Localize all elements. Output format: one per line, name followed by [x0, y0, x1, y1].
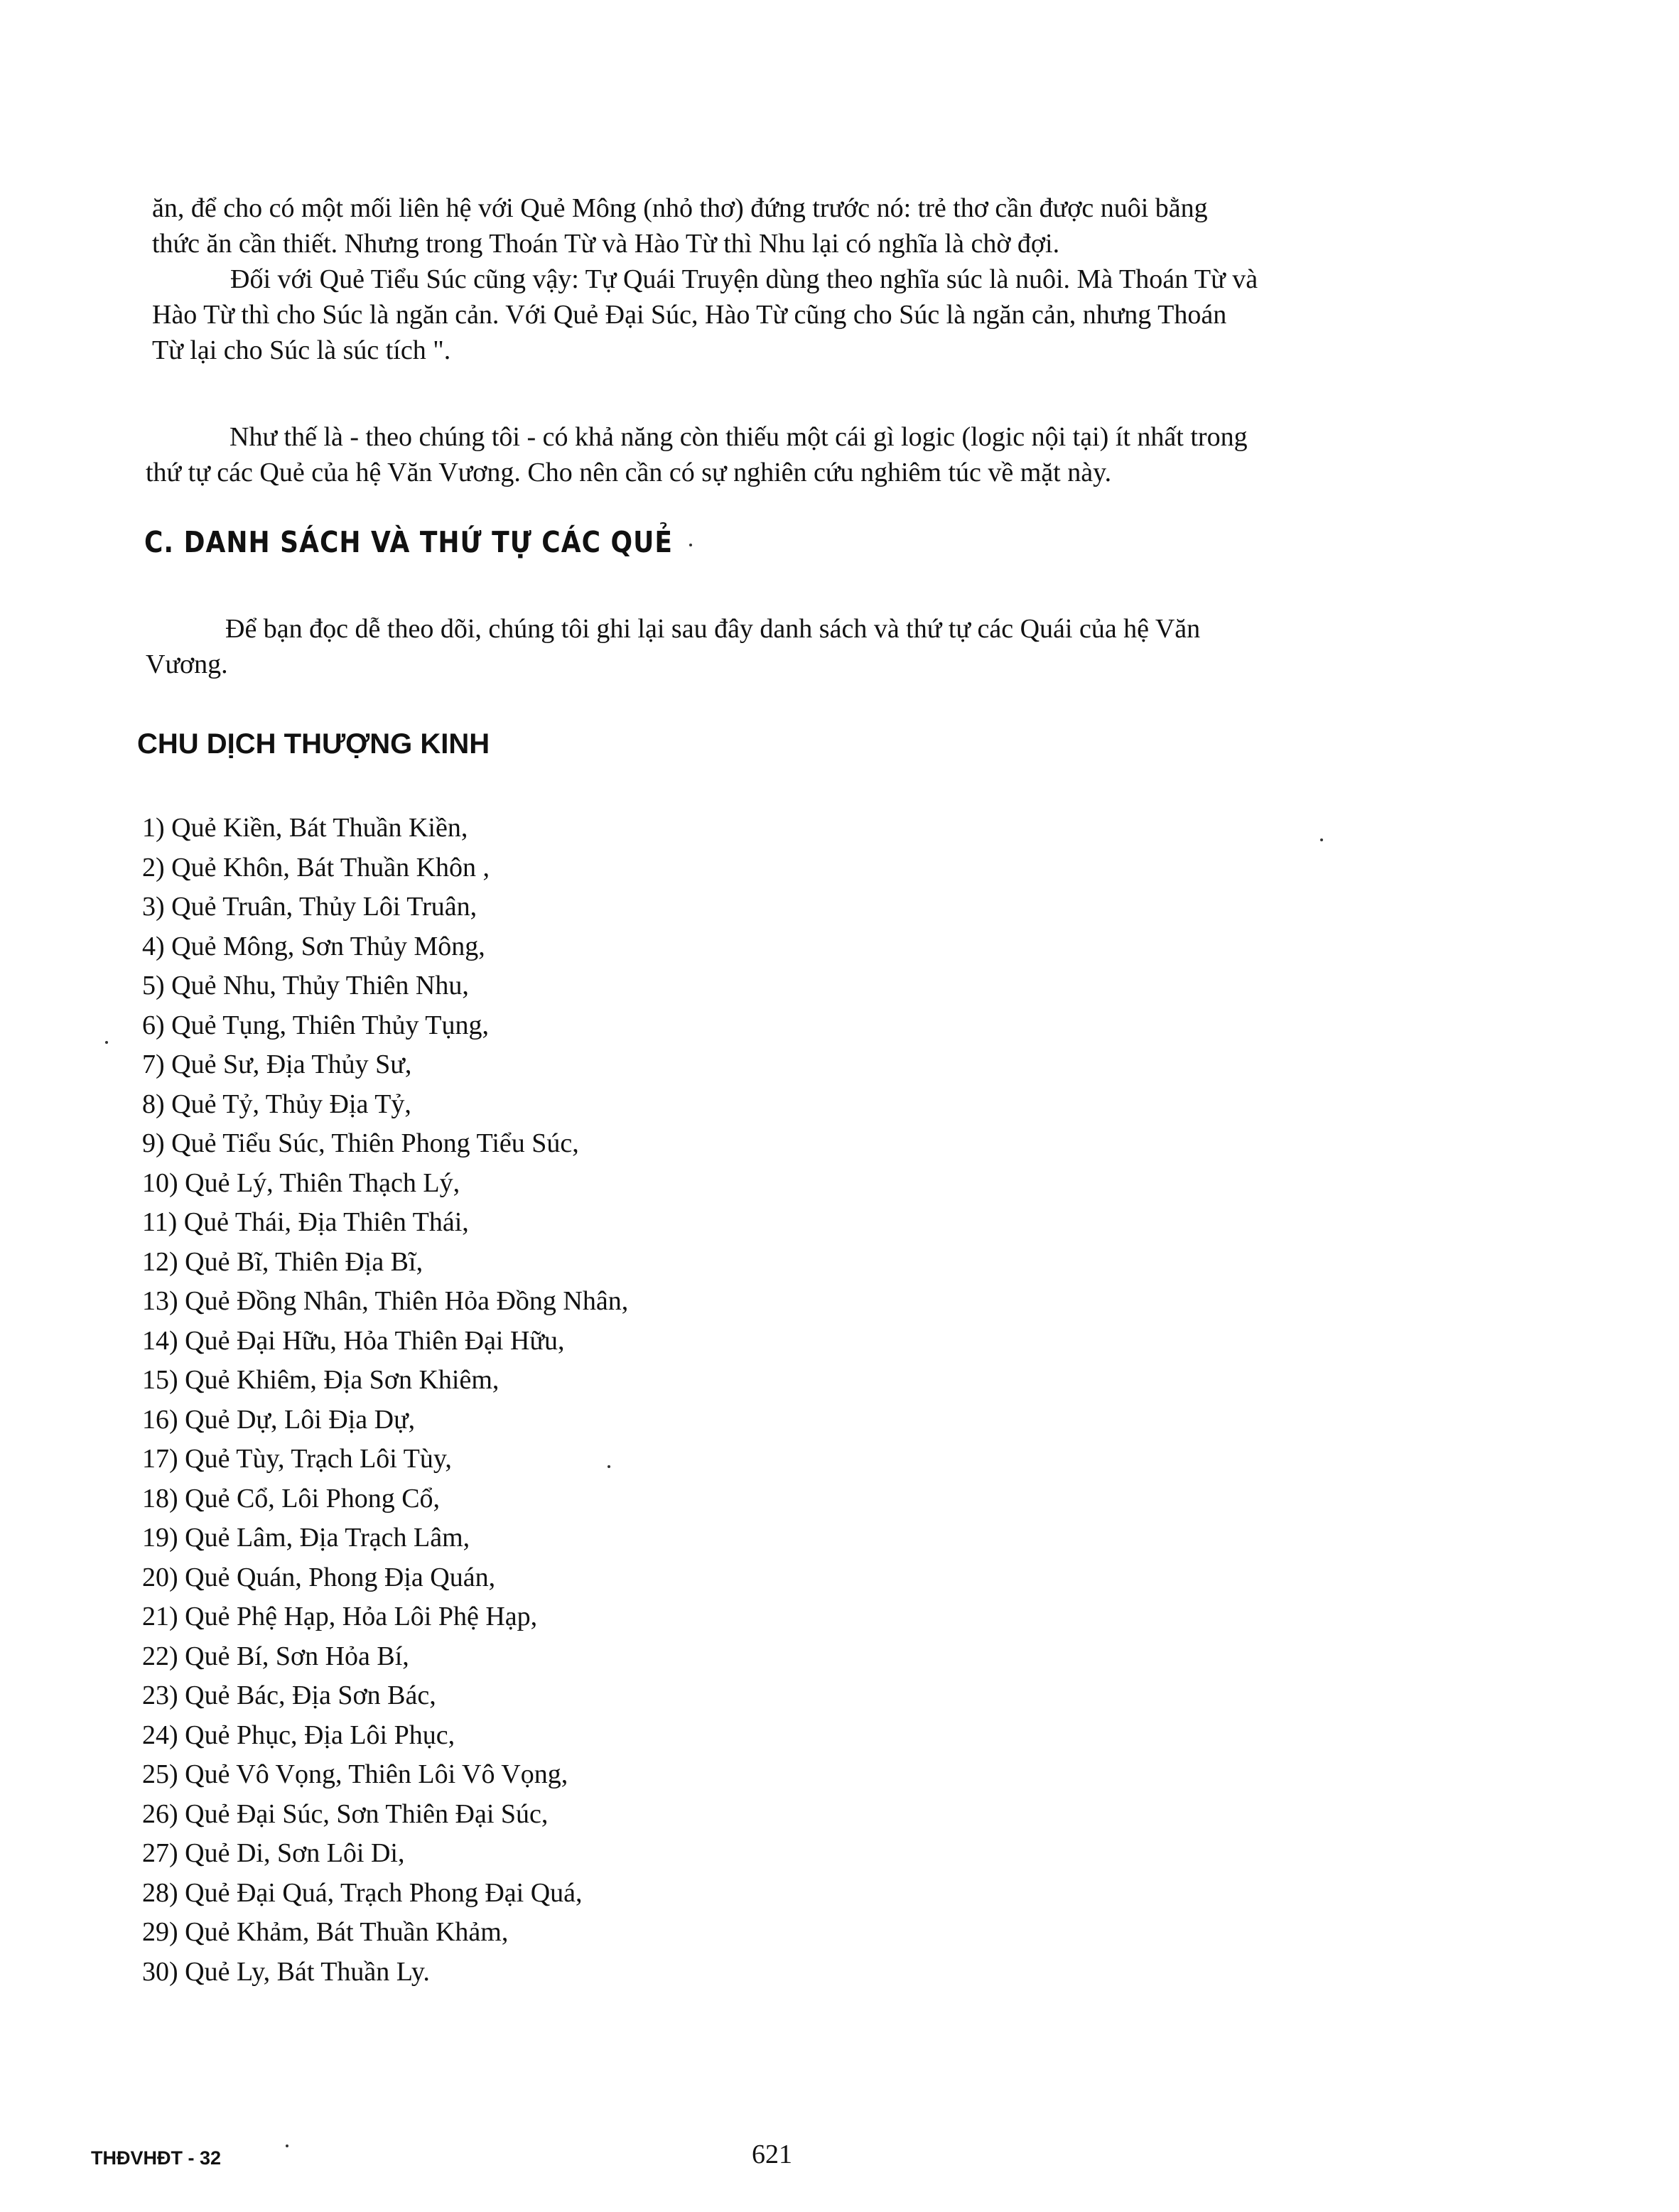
page-number: 621: [752, 2140, 792, 2169]
hexagram-item: 16) Quẻ Dự, Lôi Địa Dự,: [142, 1404, 416, 1435]
hexagram-item: 13) Quẻ Đồng Nhân, Thiên Hỏa Đồng Nhân,: [142, 1286, 629, 1316]
scan-speck: [1320, 838, 1323, 841]
reader-note-paragraph: [146, 611, 1524, 682]
hexagram-item: 30) Quẻ Ly, Bát Thuần Ly.: [142, 1956, 430, 1987]
intro-line: Đối với Quẻ Tiểu Súc cũng vậy: Tự Quái Truyện dùng theo nghĩa súc là nuôi. Mà Thoán Từ và: [230, 264, 1258, 294]
hexagram-item: 1) Quẻ Kiền, Bát Thuần Kiền,: [142, 813, 468, 843]
hexagram-item: 3) Quẻ Truân, Thủy Lôi Truân,: [142, 892, 477, 922]
scan-speck: [689, 544, 692, 546]
intro-line: Hào Từ thì cho Súc là ngăn cản. Với Quẻ Đại Súc, Hào Từ cũng cho Súc là ngăn cản, nhưng Thoán: [152, 300, 1227, 330]
footer-book-code: THĐVHĐT - 32: [91, 2147, 222, 2169]
intro-line: ăn, để cho có một mối liên hệ với Quẻ Mông (nhỏ thơ) đứng trước nó: trẻ thơ cần được nuôi bằng: [152, 193, 1208, 223]
hexagram-item: 20) Quẻ Quán, Phong Địa Quán,: [142, 1562, 496, 1592]
hexagram-item: 6) Quẻ Tụng, Thiên Thủy Tụng,: [142, 1010, 489, 1040]
hexagram-item: 7) Quẻ Sư, Địa Thủy Sư,: [142, 1050, 412, 1079]
hexagram-item: 8) Quẻ Tỷ, Thủy Địa Tỷ,: [142, 1089, 411, 1119]
intro-line: thức ăn cần thiết. Nhưng trong Thoán Từ và Hào Từ thì Nhu lại có nghĩa là chờ đợi.: [152, 229, 1060, 259]
hexagram-item: 23) Quẻ Bác, Địa Sơn Bác,: [142, 1680, 436, 1710]
reader-note-line: Để bạn đọc dễ theo dõi, chúng tôi ghi lại sau đây danh sách và thứ tự các Quái của hệ Văn: [225, 614, 1201, 644]
hexagram-item: 5) Quẻ Nhu, Thủy Thiên Nhu,: [142, 971, 469, 1000]
hexagram-item: 11) Quẻ Thái, Địa Thiên Thái,: [142, 1207, 469, 1237]
hexagram-item: 27) Quẻ Di, Sơn Lôi Di,: [142, 1838, 405, 1868]
hexagram-item: 21) Quẻ Phệ Hạp, Hỏa Lôi Phệ Hạp,: [142, 1602, 538, 1631]
intro-line: Từ lại cho Súc là súc tích ".: [152, 335, 451, 365]
hexagram-item: 17) Quẻ Tùy, Trạch Lôi Tùy,: [142, 1444, 452, 1474]
hexagram-item: 19) Quẻ Lâm, Địa Trạch Lâm,: [142, 1523, 470, 1553]
scan-speck: [105, 1041, 108, 1044]
hexagram-item: 2) Quẻ Khôn, Bát Thuần Khôn ,: [142, 852, 490, 883]
reader-note-line: Vương.: [146, 649, 228, 679]
hexagram-item: 15) Quẻ Khiêm, Địa Sơn Khiêm,: [142, 1365, 500, 1395]
hexagram-item: 24) Quẻ Phục, Địa Lôi Phục,: [142, 1720, 455, 1750]
hexagram-item: 25) Quẻ Vô Vọng, Thiên Lôi Vô Vọng,: [142, 1759, 568, 1789]
logic-paragraph: [146, 419, 1524, 490]
hexagram-item: 18) Quẻ Cổ, Lôi Phong Cổ,: [142, 1483, 441, 1514]
hexagram-item: 28) Quẻ Đại Quá, Trạch Phong Đại Quá,: [142, 1877, 583, 1908]
hexagram-item: 29) Quẻ Khảm, Bát Thuần Khảm,: [142, 1917, 509, 1947]
scan-speck: [608, 1465, 610, 1468]
hexagram-item: 26) Quẻ Đại Súc, Sơn Thiên Đại Súc,: [142, 1798, 549, 1829]
logic-line: Như thế là - theo chúng tôi - có khả năng còn thiếu một cái gì logic (logic nội tại) ít nhất trong: [230, 422, 1248, 452]
hexagram-item: 22) Quẻ Bí, Sơn Hỏa Bí,: [142, 1641, 409, 1671]
chu-dich-heading: CHU DỊCH THƯỢNG KINH: [137, 728, 490, 760]
scan-speck: [286, 2144, 288, 2147]
intro-paragraph: [152, 190, 1530, 368]
section-c-heading: C. DANH SÁCH VÀ THỨ TỰ CÁC QUẺ: [144, 526, 673, 560]
hexagram-item: 14) Quẻ Đại Hữu, Hỏa Thiên Đại Hữu,: [142, 1325, 565, 1356]
hexagram-list: [142, 809, 628, 1992]
logic-line: thứ tự các Quẻ của hệ Văn Vương. Cho nên cần có sự nghiên cứu nghiêm túc về mặt này.: [146, 458, 1112, 487]
hexagram-item: 9) Quẻ Tiểu Súc, Thiên Phong Tiểu Súc,: [142, 1128, 579, 1158]
hexagram-item: 10) Quẻ Lý, Thiên Thạch Lý,: [142, 1167, 460, 1198]
hexagram-item: 12) Quẻ Bĩ, Thiên Địa Bĩ,: [142, 1246, 423, 1277]
hexagram-item: 4) Quẻ Mông, Sơn Thủy Mông,: [142, 931, 485, 961]
